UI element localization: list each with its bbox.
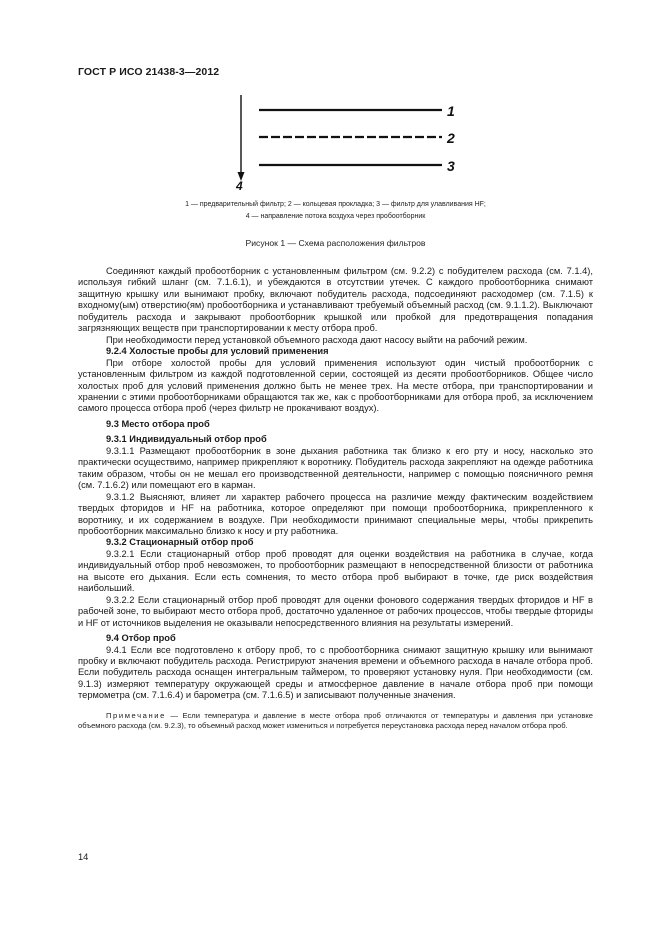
paragraph: 9.3.1.1 Размещают пробоотборник в зоне дыхания работника так близко к его рту и носу, насколько это практически осуществимо, например прикрепляют к воротнику. Побудитель расхода закрепляют на одежде работника таким образом, чтобы он не мешал его производственной деятельности, например с помощью поясничного ремня (см. 7.1.6.2) или помещают его в карман. (78, 445, 593, 491)
document-header: ГОСТ Р ИСО 21438-3—2012 (78, 66, 220, 78)
paragraph: При необходимости перед установкой объемного расхода дают насосу выйти на рабочий режим. (106, 334, 528, 345)
note-text: — Если температура и давление в месте отбора проб отличаются от температуры и давления при установке объемного расхода (см. 9.2.3), то объемный расход может измениться и потребуется переустановка расхода перед началом отбора проб. (78, 710, 593, 730)
label-3: 3 (447, 158, 455, 174)
section-heading-9-3: 9.3 Место отбора проб (106, 418, 210, 429)
note (78, 711, 593, 731)
figure-title: Рисунок 1 — Схема расположения фильтров (245, 238, 426, 248)
note-label: Примечание (106, 710, 166, 720)
document-body (78, 266, 593, 731)
paragraph: При отборе холостой пробы для условий применения используют один чистый пробоотборник с установленным фильтром из каждой подготовленной серии, состоящей из десяти пробоотборников. Общее число холостых проб для условий применения должно быть не менее трех. На месте отбора, при транспортировании и хранении с этими пробоотборниками обращаются так же, как с пробоотборниками для отбора проб, за исключением самого процесса отбора проб (через фильтр не прокачивают воздух). (78, 357, 593, 414)
filter-arrangement-diagram (0, 0, 661, 260)
section-heading-9-2-4: 9.2.4 Холостые пробы для условий применения (106, 346, 329, 357)
paragraph: Соединяют каждый пробоотборник с установленным фильтром (см. 9.2.2) с побудителем расхода (см. 7.1.4), используя гибкий шланг (см. 7.1.6.1), и убеждаются в отсутствии утечек. С каждого пробоотборника снимают защитную крышку или вынимают пробку, включают побудитель расхода, подсоединяют расходомер (см. 7.1.5) к входному(ым) отверстию(ям) пробоотборника и устанавливают требуемый объемный расход (см. 9.1.1.2). Выключают побудитель расхода и закрывают пробоотборник крышкой или пробкой для предотвращения попадания загрязняющих веществ при транспортировании к месту отбора проб. (78, 266, 593, 334)
paragraph: 9.3.2.2 Если стационарный отбор проб проводят для оценки фонового содержания твердых фторидов и HF в рабочей зоне, то выбирают место отбора проб, достаточно удаленное от рабочих процессов, чтобы твердые фториды и HF от источников выделения не оказывали непосредственного влияния на результаты измерений. (78, 594, 594, 628)
paragraph: 9.3.2.1 Если стационарный отбор проб проводят для оценки воздействия на работника в случае, когда индивидуальный отбор проб невозможен, то пробоотборник размещают в непосредственной близости от работника на высоте его дыхания. Если есть сомнения, то место отбора проб выбирают в точке, где риск воздействия наибольший. (78, 548, 593, 594)
figure-legend-line-1: 1 — предварительный фильтр; 2 — кольцевая прокладка; 3 — фильтр для улавливания HF; (185, 201, 486, 208)
page-number: 14 (78, 852, 89, 862)
label-4: 4 (236, 179, 243, 193)
section-heading-9-4: 9.4 Отбор проб (106, 633, 176, 644)
paragraph: 9.3.1.2 Выясняют, влияет ли характер рабочего процесса на различие между фактическим воздействием твердых фторидов и HF на работника, которое определяют при помощи пробоотборника, прикрепленного к воротнику, и их содержанием в воздухе. При необходимости принимают специальные меры, чтобы прикрепить пробоотборник максимально близко к носу и рту работника. (78, 491, 593, 536)
label-1: 1 (447, 103, 455, 119)
section-heading-9-3-2: 9.3.2 Стационарный отбор проб (106, 537, 254, 548)
section-heading-9-3-1: 9.3.1 Индивидуальный отбор проб (106, 434, 267, 445)
paragraph: 9.4.1 Если все подготовлено к отбору проб, то с пробоотборника снимают защитную крышку или вынимают пробку и включают побудитель расхода. Регистрируют значения времени и объемного расхода в начале отбора проб. Если побудитель расхода оснащен интегральным таймером, то проверяют установку нуля. При необходимости (см. 9.1.3) измеряют температуру окружающей среды и атмосферное давление в начале отбора проб при помощи термометра (см. 7.1.6.4) и барометра (см. 7.1.6.5) и записывают полученные значения. (78, 644, 593, 701)
label-2: 2 (447, 130, 455, 146)
figure-legend-line-2: 4 — направление потока воздуха через пробоотборник (245, 213, 426, 220)
